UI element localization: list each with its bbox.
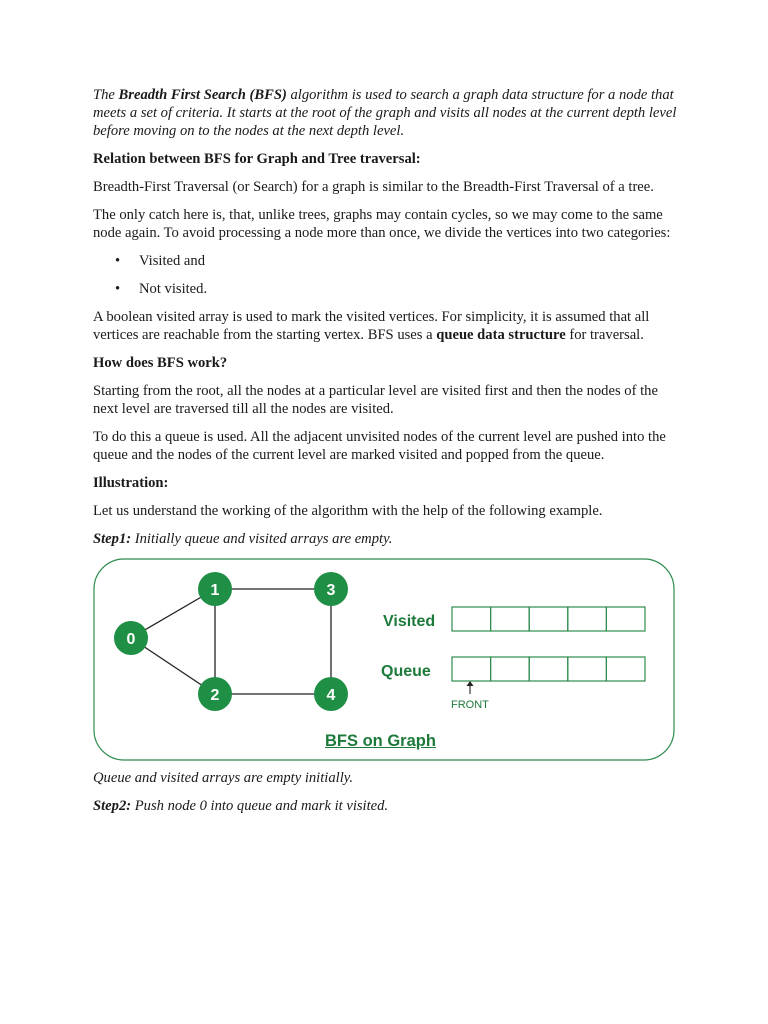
graph-node-label-4: 4 <box>326 687 336 704</box>
heading-how: How does BFS work? <box>93 355 228 371</box>
visited-cell <box>568 607 607 631</box>
heading-illustration: Illustration: <box>93 475 169 491</box>
step1-paragraph <box>93 530 679 548</box>
figure-frame <box>94 559 674 760</box>
graph-node-label-1: 1 <box>210 582 220 599</box>
step2-label: Step2: <box>93 798 132 814</box>
paragraph-queue: To do this a queue is used. All the adjacent unvisited nodes of the current level are pushed into the queue and the nodes of the current level are marked visited and popped from the queue. <box>93 429 666 463</box>
bfs-term: Breadth First Search (BFS) <box>118 87 287 103</box>
figure-title: BFS on Graph <box>325 732 436 750</box>
paragraph-similar: Breadth-First Traversal (or Search) for a graph is similar to the Breadth-First Traversal of a tree. <box>93 179 654 195</box>
category-list <box>93 252 679 298</box>
queue-cell <box>568 657 607 681</box>
paragraph-boolean <box>93 308 679 344</box>
step2-text: Push node 0 into queue and mark it visited. <box>131 798 389 814</box>
visited-cell <box>452 607 491 631</box>
queue-cell <box>606 657 645 681</box>
paragraph-root: Starting from the root, all the nodes at a particular level are visited first and then the nodes of the next level are traversed till all the nodes are visited. <box>93 383 658 417</box>
bfs-graph-diagram <box>93 558 675 761</box>
visited-cell <box>606 607 645 631</box>
queue-cell <box>529 657 568 681</box>
step2-paragraph <box>93 797 679 815</box>
heading-relation: Relation between BFS for Graph and Tree traversal: <box>93 151 421 167</box>
document-page <box>93 86 679 825</box>
graph-node-label-0: 0 <box>126 631 136 648</box>
caption-step1: Queue and visited arrays are empty initially. <box>93 770 354 786</box>
front-arrow-head <box>467 681 474 686</box>
boolean-after: for traversal. <box>565 327 644 343</box>
visited-cell <box>491 607 530 631</box>
bfs-figure <box>93 558 675 761</box>
queue-term: queue data structure <box>436 327 566 343</box>
step1-label: Step1: <box>93 531 132 547</box>
intro-rest: algorithm is used to search a graph data structure for a node that meets a set of criteria. It starts at the root of the graph and visits all nodes at the current depth level before moving on to the nodes at the next depth level. <box>93 87 677 139</box>
list-item: • Not visited. <box>93 280 679 298</box>
queue-cell <box>491 657 530 681</box>
queue-cell <box>452 657 491 681</box>
intro-prefix: The <box>93 87 119 103</box>
boolean-before: A boolean visited array is used to mark the visited vertices. For simplicity, it is assumed that all vertices are reachable from the starting vertex. BFS uses a <box>93 309 650 343</box>
intro-paragraph <box>93 86 679 140</box>
graph-node-label-2: 2 <box>210 687 220 704</box>
visited-label: Visited <box>383 613 436 630</box>
paragraph-catch: The only catch here is, that, unlike trees, graphs may contain cycles, so we may come to the same node again. To avoid processing a node more than once, we divide the vertices into two categories: <box>93 207 671 241</box>
paragraph-example: Let us understand the working of the algorithm with the help of the following example. <box>93 503 603 519</box>
front-label: FRONT <box>451 699 489 711</box>
step1-text: Initially queue and visited arrays are empty. <box>131 531 393 547</box>
graph-node-label-3: 3 <box>326 582 336 599</box>
queue-label: Queue <box>381 663 431 680</box>
list-item: • Visited and <box>93 252 679 270</box>
visited-cell <box>529 607 568 631</box>
